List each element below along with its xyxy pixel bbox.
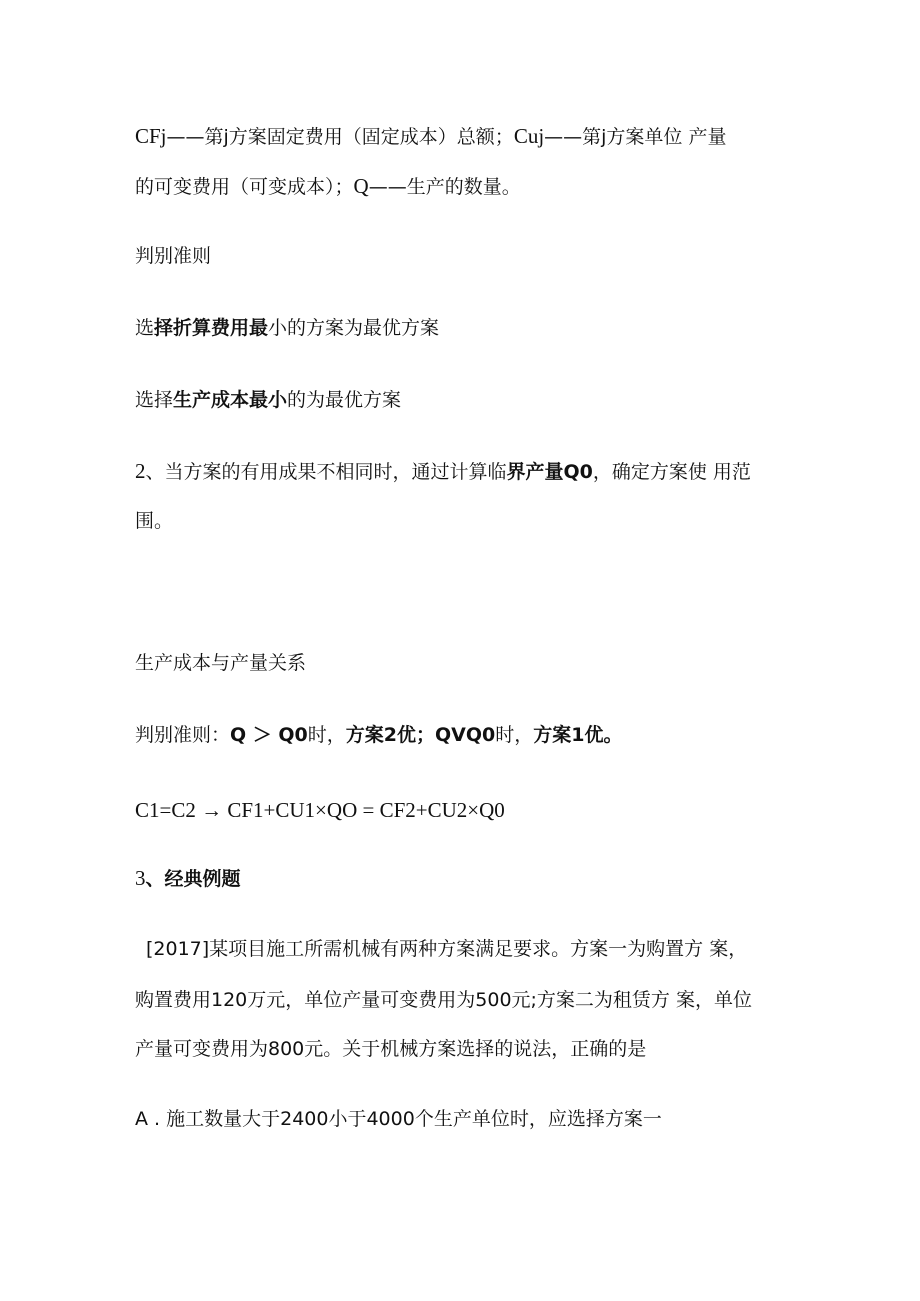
criteria-rule: 判别准则：Q ＞ Q0时，方案2优；QVQ0时，方案1优。	[135, 724, 623, 746]
cuj-symbol: Cuj	[513, 124, 545, 148]
cost-output-relation-heading: 生产成本与产量关系	[135, 652, 307, 674]
q-symbol: Q	[353, 174, 369, 198]
section-3-heading: 3、经典例题	[135, 866, 241, 890]
section-2-line-2: 围。	[135, 510, 174, 532]
section-2-line-1: 2、当方案的有用成果不相同时，通过计算临界产量Q0，确定方案使 用范	[135, 459, 751, 483]
definition-line-1	[135, 124, 795, 149]
equation: C1=C2 → CF1+CU1×QO = CF2+CU2×Q0	[135, 798, 505, 822]
section-number: 2	[135, 459, 146, 483]
criteria-heading: 判别准则	[135, 245, 212, 267]
q-definition: ——生产的数量。	[368, 176, 521, 198]
option-a: A . 施工数量大于2400小于4000个生产单位时，应选择方案一	[135, 1108, 662, 1130]
definition-line-2	[135, 174, 795, 199]
example-line-2: 购置费用120万元，单位产量可变费用为500元;方案二为租赁方 案，单位	[135, 989, 752, 1011]
example-line-1: [2017]某项目施工所需机械有两种方案满足要求。方案一为购置方 案，	[146, 938, 748, 960]
cuj-definition: ——第j方案单位 产量	[544, 126, 727, 148]
criterion-min-cost: 选择折算费用最小的方案为最优方案	[135, 317, 440, 339]
cfj-definition: ——第j方案固定费用（固定成本）总额；	[166, 126, 514, 148]
cfj-symbol: CFj	[135, 124, 167, 148]
criterion-min-production-cost: 选择生产成本最小的为最优方案	[135, 389, 402, 411]
example-line-3: 产量可变费用为800元。关于机械方案选择的说法，正确的是	[135, 1038, 647, 1060]
cuj-definition-cont: 的可变费用（可变成本）；	[135, 176, 354, 198]
